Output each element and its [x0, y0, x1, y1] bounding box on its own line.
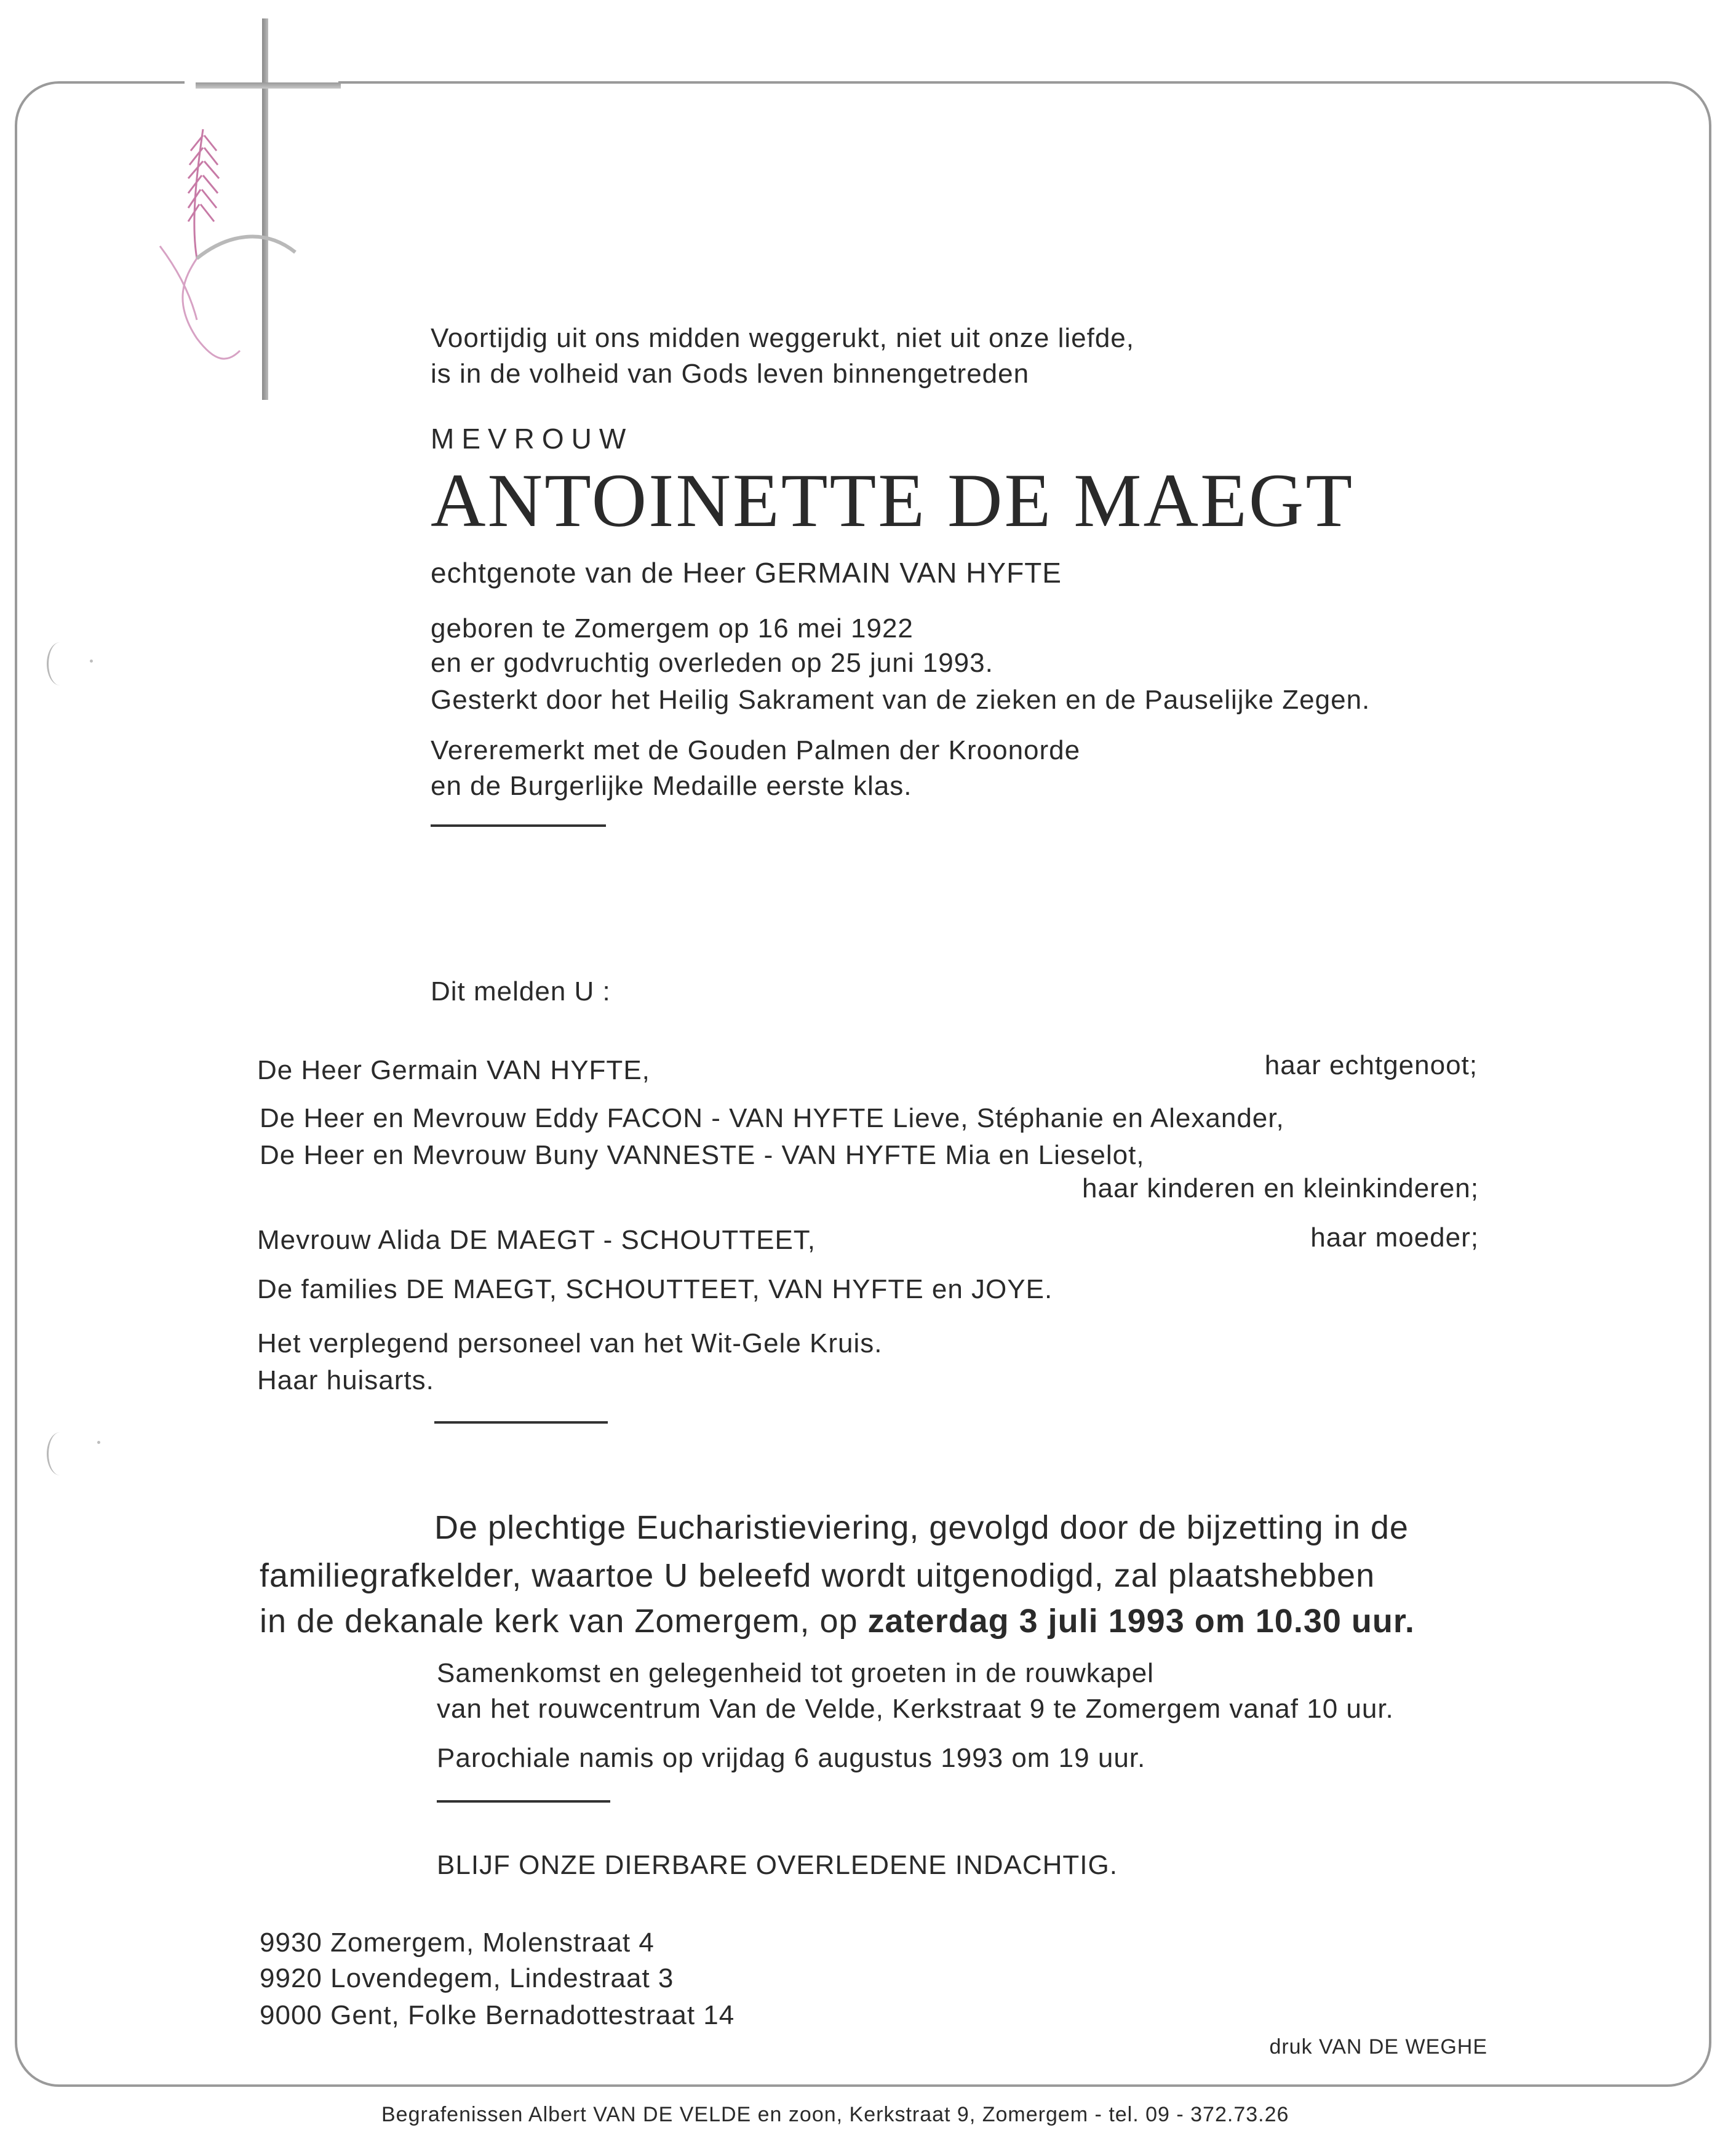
cross-icon-horizontal [196, 82, 341, 89]
mourner-children-relation: haar kinderen en kleinkinderen; [1082, 1173, 1479, 1203]
address-3: 9000 Gent, Folke Bernadottestraat 14 [260, 2000, 735, 2030]
death-line: en er godvruchtig overleden op 25 juni 1993. [431, 648, 993, 678]
mourner-nurses: Het verplegend personeel van het Wit-Gele Kruis. [257, 1328, 883, 1358]
gathering-line-1: Samenkomst en gelegenheid tot groeten in de rouwkapel [437, 1658, 1154, 1688]
ceremony-line-3 [260, 1605, 1415, 1638]
footer-undertaker: Begrafenissen Albert VAN DE VELDE en zoon, Kerkstraat 9, Zomergem - tel. 09 - 372.73.26 [381, 2103, 1289, 2126]
divider-3 [437, 1800, 610, 1803]
printer-credit: druk VAN DE WEGHE [1269, 2035, 1487, 2059]
ceremony-line-3-start: in de dekanale kerk van Zomergem, op [260, 1603, 868, 1640]
divider-1 [431, 824, 606, 827]
intro-line-1: Voortijdig uit ons midden weggerukt, niet uit onze liefde, [431, 323, 1134, 353]
ceremony-date: zaterdag 3 juli 1993 om 10.30 uur. [867, 1603, 1415, 1640]
honors-line-2: en de Burgerlijke Medaille eerste klas. [431, 771, 912, 801]
mourner-families: De families DE MAEGT, SCHOUTTEET, VAN HYFTE en JOYE. [257, 1274, 1053, 1304]
mass-line: Parochiale namis op vrijdag 6 augustus 1993 om 19 uur. [437, 1743, 1146, 1773]
punch-hole-top-dot [90, 660, 93, 663]
intro-line-2: is in de volheid van Gods leven binnengetreden [431, 359, 1030, 389]
ceremony-line-2: familiegrafkelder, waartoe U beleefd wordt uitgenodigd, zal plaatshebben [260, 1557, 1376, 1594]
punch-hole-top [47, 642, 73, 685]
address-2: 9920 Lovendegem, Lindestraat 3 [260, 1963, 674, 1993]
mourner-mother-relation: haar moeder; [1310, 1222, 1479, 1253]
gathering-line-2: van het rouwcentrum Van de Velde, Kerkstraat 9 te Zomergem vanaf 10 uur. [437, 1694, 1394, 1724]
announce-intro: Dit melden U : [431, 976, 611, 1007]
wheat-icon [154, 117, 314, 375]
punch-hole-bottom-dot [97, 1441, 100, 1444]
ceremony-line-1: De plechtige Eucharistieviering, gevolgd door de bijzetting in de [434, 1509, 1409, 1546]
address-1: 9930 Zomergem, Molenstraat 4 [260, 1928, 655, 1958]
punch-hole-bottom [47, 1432, 73, 1475]
honors-line-1: Vereremerkt met de Gouden Palmen der Kroonorde [431, 735, 1081, 765]
mourner-husband-relation: haar echtgenoot; [1264, 1050, 1478, 1080]
mourner-husband: De Heer Germain VAN HYFTE, [257, 1055, 650, 1085]
birth-line: geboren te Zomergem op 16 mei 1922 [431, 613, 914, 644]
mourner-doctor: Haar huisarts. [257, 1365, 434, 1395]
deceased-name: ANTOINETTE DE MAEGT [431, 458, 1355, 543]
mourner-child-2: De Heer en Mevrouw Buny VANNESTE - VAN HYFTE Mia en Lieselot, [260, 1140, 1145, 1170]
spouse-line: echtgenote van de Heer GERMAIN VAN HYFTE [431, 557, 1062, 589]
mourner-mother: Mevrouw Alida DE MAEGT - SCHOUTTEET, [257, 1225, 816, 1255]
title-prefix: MEVROUW [431, 423, 634, 455]
remember-line: BLIJF ONZE DIERBARE OVERLEDENE INDACHTIG. [437, 1850, 1118, 1880]
divider-2 [434, 1421, 608, 1424]
mourner-child-1: De Heer en Mevrouw Eddy FACON - VAN HYFTE Lieve, Stéphanie en Alexander, [260, 1103, 1284, 1133]
sacrament-line: Gesterkt door het Heilig Sakrament van de zieken en de Pauselijke Zegen. [431, 685, 1371, 715]
